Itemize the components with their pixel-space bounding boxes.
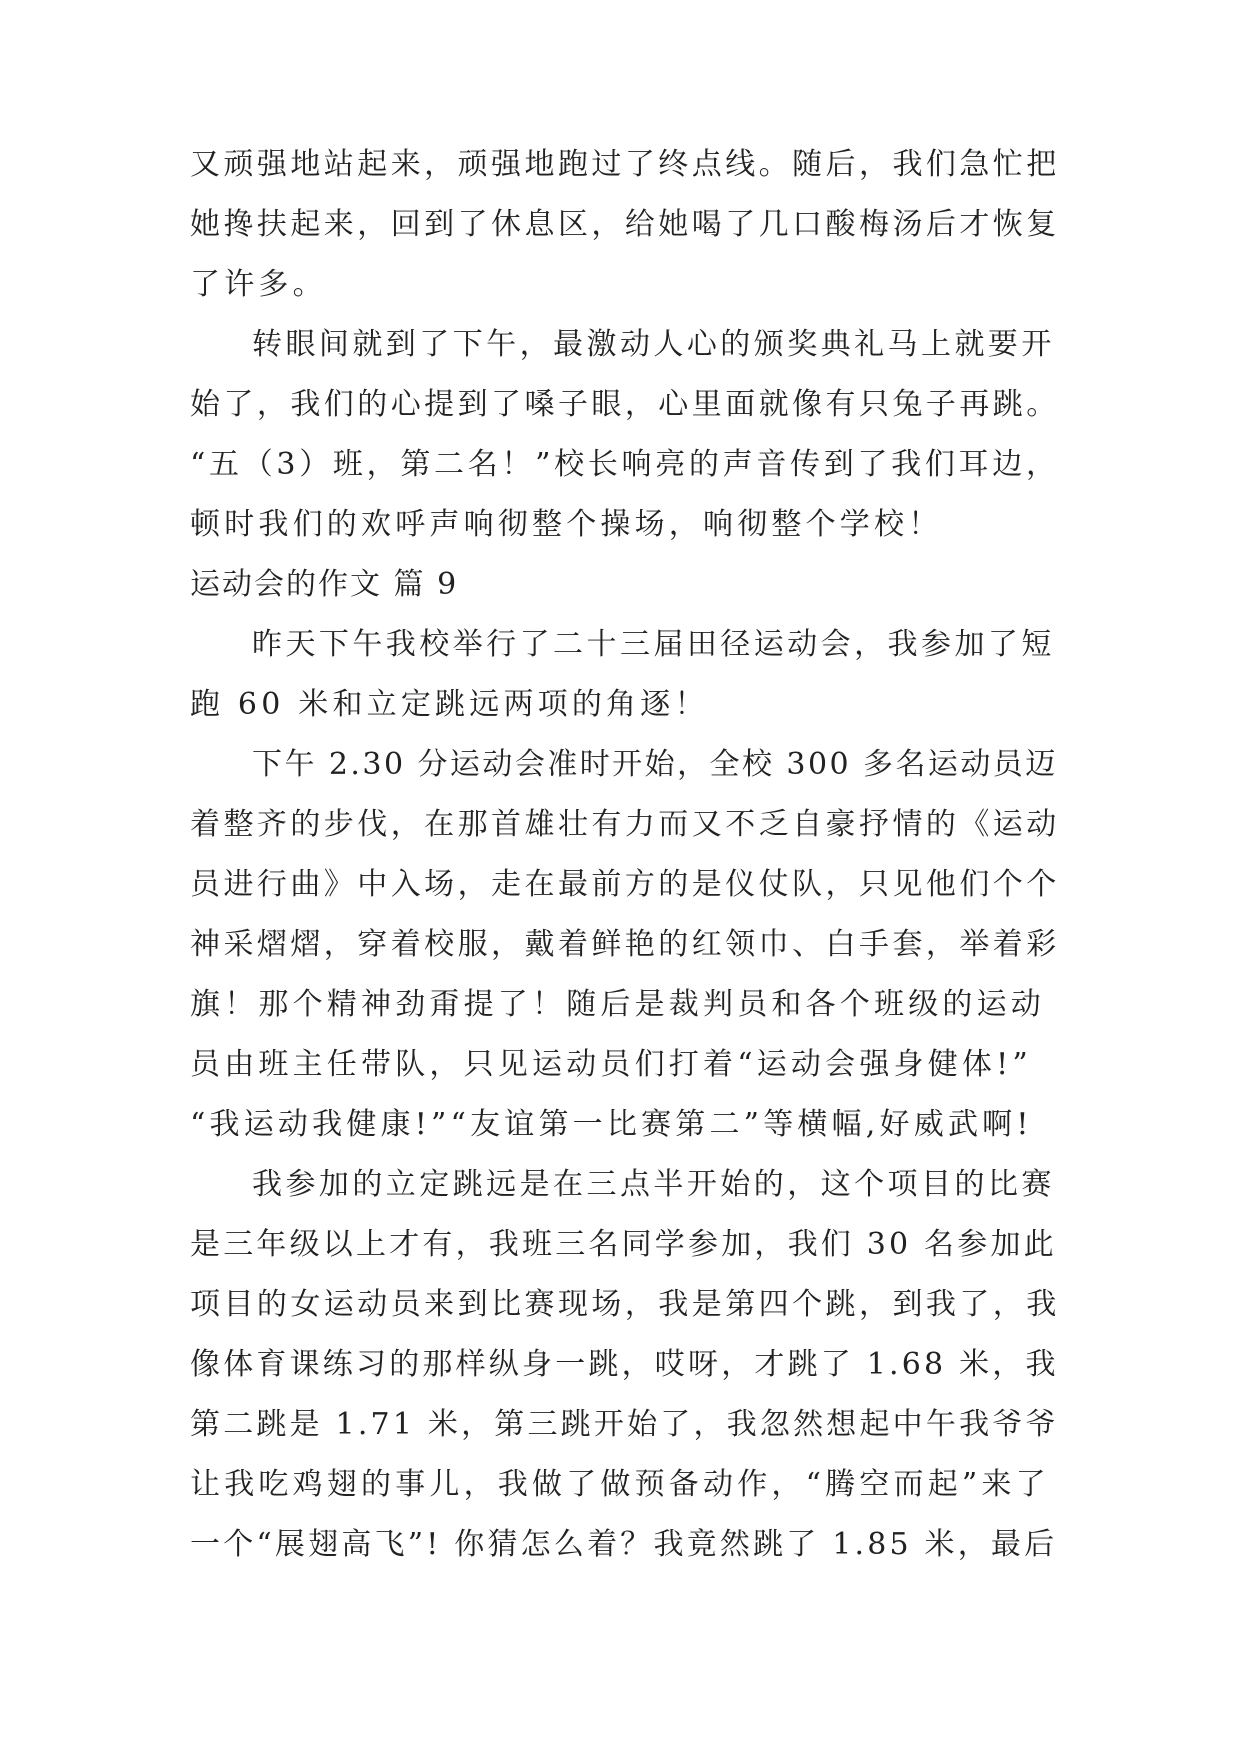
text-line: “我运动我健康!”“友谊第一比赛第二”等横幅,好威武啊! xyxy=(190,1107,1033,1142)
text-line: 神采熠熠，穿着校服，戴着鲜艳的红领巾、白手套，举着彩 xyxy=(190,927,1060,962)
text-line: 顿时我们的欢呼声响彻整个操场，响彻整个学校！ xyxy=(190,507,943,542)
text-line: 员由班主任带队，只见运动员们打着“运动会强身健体!” xyxy=(190,1047,1032,1082)
text-line: 旗！那个精神劲甭提了！随后是裁判员和各个班级的运动 xyxy=(190,987,1045,1022)
text-line: 让我吃鸡翅的事儿，我做了做预备动作，“腾空而起”来了 xyxy=(190,1467,1050,1502)
paragraph xyxy=(190,627,1055,722)
heading-line: 运动会的作文 篇 9 xyxy=(190,567,459,602)
paragraph xyxy=(190,147,1060,302)
text-line: 又顽强地站起来，顽强地跑过了终点线。随后，我们急忙把 xyxy=(190,147,1060,182)
text-line: 第二跳是 1.71 米，第三跳开始了，我忽然想起中午我爷爷 xyxy=(190,1407,1059,1442)
text-line: “五（3）班，第二名！”校长响亮的声音传到了我们耳边， xyxy=(190,447,1060,482)
paragraph xyxy=(190,747,1060,1142)
text-line: 员进行曲》中入场，走在最前方的是仪仗队，只见他们个个 xyxy=(190,867,1060,902)
text-line: 我参加的立定跳远是在三点半开始的，这个项目的比赛 xyxy=(252,1167,1055,1202)
text-line: 昨天下午我校举行了二十三届田径运动会，我参加了短 xyxy=(252,627,1055,662)
text-line: 一个“展翅高飞”! 你猜怎么着？我竟然跳了 1.85 米，最后 xyxy=(190,1527,1058,1562)
text-line: 着整齐的步伐，在那首雄壮有力而又不乏自豪抒情的《运动 xyxy=(190,807,1060,842)
text-line: 像体育课练习的那样纵身一跳，哎呀，才跳了 1.68 米，我 xyxy=(190,1347,1059,1382)
text-line: 她搀扶起来，回到了休息区，给她喝了几口酸梅汤后才恢复 xyxy=(190,207,1060,242)
text-line: 始了，我们的心提到了嗓子眼，心里面就像有只兔子再跳。 xyxy=(190,387,1060,422)
text-line: 下午 2.30 分运动会准时开始，全校 300 多名运动员迈 xyxy=(252,747,1058,782)
paragraph xyxy=(190,1167,1060,1562)
text-line: 转眼间就到了下午，最激动人心的颁奖典礼马上就要开 xyxy=(252,327,1055,362)
paragraph xyxy=(190,327,1060,542)
text-line: 跑 60 米和立定跳远两项的角逐！ xyxy=(190,687,709,722)
document-page xyxy=(190,147,1060,1590)
text-line: 是三年级以上才有，我班三名同学参加，我们 30 名参加此 xyxy=(190,1227,1057,1262)
text-line: 了许多。 xyxy=(190,267,327,302)
text-line: 项目的女运动员来到比赛现场，我是第四个跳，到我了，我 xyxy=(190,1287,1060,1322)
section-heading xyxy=(190,567,1050,602)
